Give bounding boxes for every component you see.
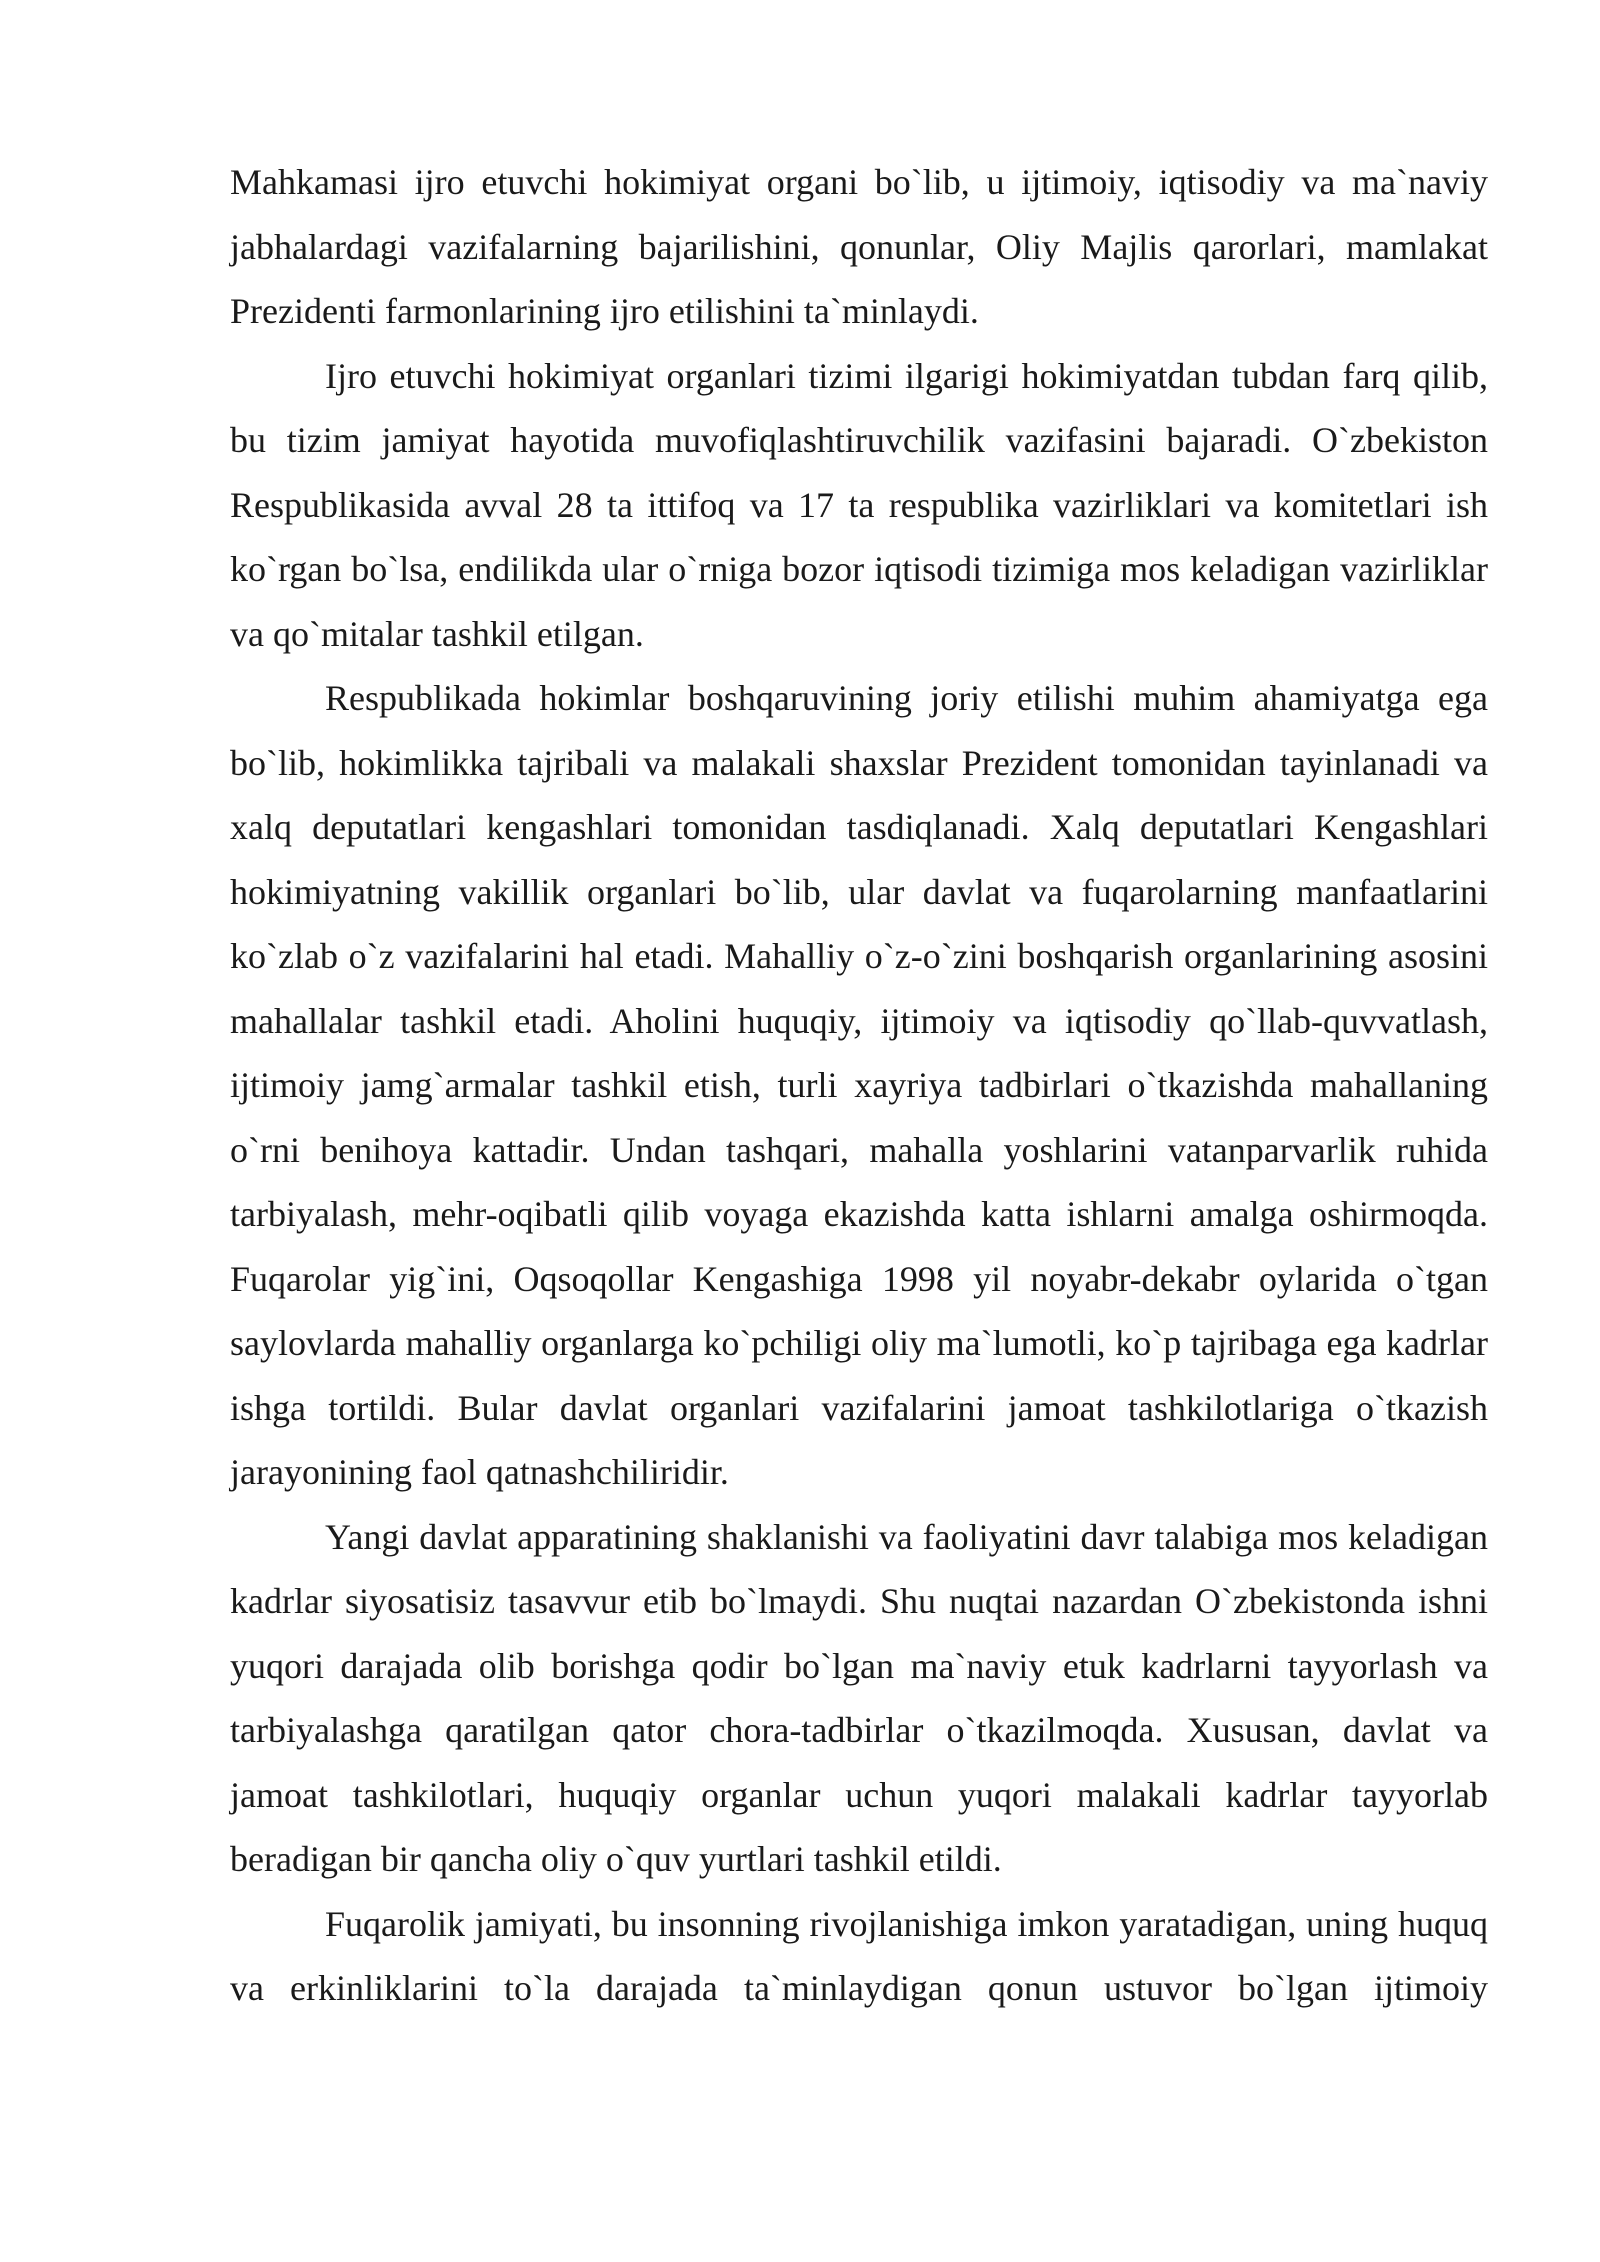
paragraph-2: Ijro etuvchi hokimiyat organlari tizimi ilgarigi hokimiyatdan tubdan farq qilib, bu tizim jamiyat hayotida muvofiqlashtiruvchilik vazifasini bajaradi. O`zbekiston Respublikasida avval 28 ta ittifoq va 17 ta respublika vazirliklari va komitetlari ish ko`rgan bo`lsa, endilikda ular o`rniga bozor iqtisodi tizimiga mos keladigan vazirliklar va qo`mitalar tashkil etilgan. bbox=[230, 355, 1488, 654]
paragraph-5: Fuqarolik jamiyati, bu insonning rivojlanishiga imkon yaratadigan, uning huquq va erkinliklarini to`la darajada ta`minlaydigan qonun ustuvor bo`lgan ijtimoiy bbox=[230, 1903, 1488, 2008]
paragraph-4: Yangi davlat apparatining shaklanishi va faoliyatini davr talabiga mos keladigan kadrlar siyosatisiz tasavvur etib bo`lmaydi. Shu nuqtai nazardan O`zbekistonda ishni yuqori darajada olib borishga qodir bo`lgan ma`naviy etuk kadrlarni tayyorlash va tarbiyalashga qaratilgan qator chora-tadbirlar o`tkazilmoqda. Xususan, davlat va jamoat tashkilotlari, huquqiy organlar uchun yuqori malakali kadrlar tayyorlab beradigan bir qancha oliy o`quv yurtlari tashkil etildi. bbox=[230, 1516, 1488, 1879]
document-body bbox=[230, 150, 1488, 2021]
paragraph-3: Respublikada hokimlar boshqaruvining joriy etilishi muhim ahamiyatga ega bo`lib, hokimlikka tajribali va malakali shaxslar Prezident tomonidan tayinlanadi va xalq deputatlari kengashlari tomonidan tasdiqlanadi. Xalq deputatlari Kengashlari hokimiyatning vakillik organlari bo`lib, ular davlat va fuqarolarning manfaatlarini ko`zlab o`z vazifalarini hal etadi. Mahalliy o`z-o`zini boshqarish organlarining asosini mahallalar tashkil etadi. Aholini huquqiy, ijtimoiy va iqtisodiy qo`llab-quvvatlash, ijtimoiy jamg`armalar tashkil etish, turli xayriya tadbirlari o`tkazishda mahallaning o`rni benihoya kattadir. Undan tashqari, mahalla yoshlarini vatanparvarlik ruhida tarbiyalash, mehr-oqibatli qilib voyaga ekazishda katta ishlarni amalga oshirmoqda. Fuqarolar yig`ini, Oqsoqollar Kengashiga 1998 yil noyabr-dekabr oylarida o`tgan saylovlarda mahalliy organlarga ko`pchiligi oliy ma`lumotli, ko`p tajribaga ega kadrlar ishga tortildi. Bular davlat organlari vazifalarini jamoat tashkilotlariga o`tkazish jarayonining faol qatnashchiliridir. bbox=[230, 678, 1488, 1492]
paragraph-1: Mahkamasi ijro etuvchi hokimiyat organi bo`lib, u ijtimoiy, iqtisodiy va ma`naviy jabhalardagi vazifalarning bajarilishini, qonunlar, Oliy Majlis qarorlari, mamlakat Prezidenti farmonlarining ijro etilishini ta`minlaydi. bbox=[230, 162, 1488, 331]
